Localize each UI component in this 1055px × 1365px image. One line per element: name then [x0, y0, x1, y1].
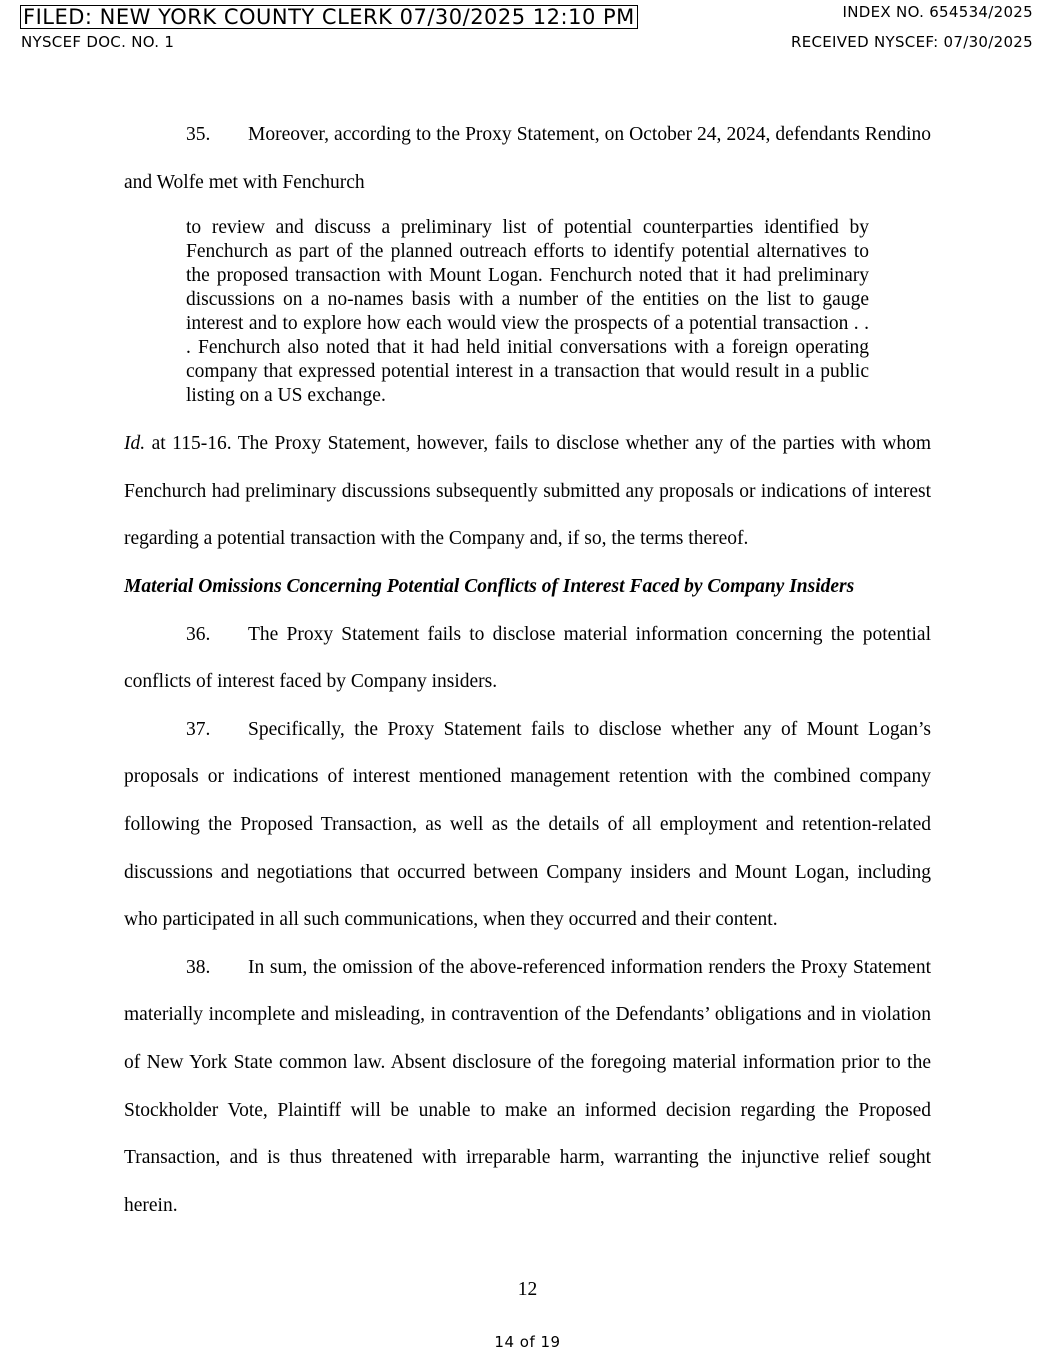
paragraph-37: [124, 706, 931, 944]
paragraph-text: In sum, the omission of the above-referenced information renders the Proxy Statement materially incomplete and misleading, in contravention of the Defendants’ obligations and in violation of New York State common law. Absent disclosure of the foregoing material information prior to the Stockholder Vote, Plaintiff will be unable to make an informed decision regarding the Proposed Transaction, and is thus threatened with irreparable harm, warranting the injunctive relief sought herein.: [124, 956, 931, 1216]
section-heading: Material Omissions Concerning Potential Conflicts of Interest Faced by Company Insiders: [124, 575, 855, 597]
citation-id: Id.: [124, 433, 146, 455]
paragraph-number: 35.: [186, 124, 211, 145]
nyscef-doc-number: NYSCEF DOC. NO. 1: [21, 33, 175, 51]
paragraph-38: [124, 944, 931, 1230]
block-quote: to review and discuss a preliminary list of potential counterparties identified by Fenchurch as part of the planned outreach efforts to identify potential alternatives to the proposed transaction with Mount Logan. Fenchurch noted that it had preliminary discussions on a no-names basis with a number of the entities on the list to gauge interest and to explore how each would view the prospects of a potential transaction . . . Fenchurch also noted that it had held initial conversations with a foreign operating company that expressed potential interest in a transaction that would result in a public listing on a US exchange.: [186, 217, 869, 407]
paragraph-36: [124, 611, 931, 706]
received-date: RECEIVED NYSCEF: 07/30/2025: [790, 33, 1033, 51]
paragraph-after-quote: [124, 420, 931, 563]
paragraph-text: Moreover, according to the Proxy Statement, on October 24, 2024, defendants Rendino and Wolfe met with Fenchurch: [124, 124, 931, 193]
paragraph-number: 38.: [186, 956, 211, 978]
index-number: INDEX NO. 654534/2025: [842, 3, 1033, 21]
page-number: 12: [517, 1279, 538, 1300]
paragraph-number: 36.: [186, 623, 211, 645]
document-body: [124, 111, 931, 1229]
paragraph-text: Specifically, the Proxy Statement fails to disclose whether any of Mount Logan’s proposals or indications of interest mentioned management retention with the combined company following the Proposed Transaction, as well as the details of all employment and retention-related discussions and negotiations that occurred between Company insiders and Mount Logan, including who participated in all such communications, when they occurred and their content.: [124, 718, 931, 931]
paragraph-number: 37.: [186, 718, 211, 740]
paragraph-35: [124, 111, 931, 206]
page-of-total: 14 of 19: [494, 1333, 561, 1351]
paragraph-text: at 115-16. The Proxy Statement, however, fails to disclose whether any of the parties with whom Fenchurch had preliminary discussions subsequently submitted any proposals or indications of interest regarding a potential transaction with the Company and, if so, the terms thereof.: [124, 433, 931, 550]
paragraph-text: The Proxy Statement fails to disclose material information concerning the potential conflicts of interest faced by Company insiders.: [124, 623, 931, 693]
filed-stamp: FILED: NEW YORK COUNTY CLERK 07/30/2025 12:10 PM: [20, 5, 638, 29]
